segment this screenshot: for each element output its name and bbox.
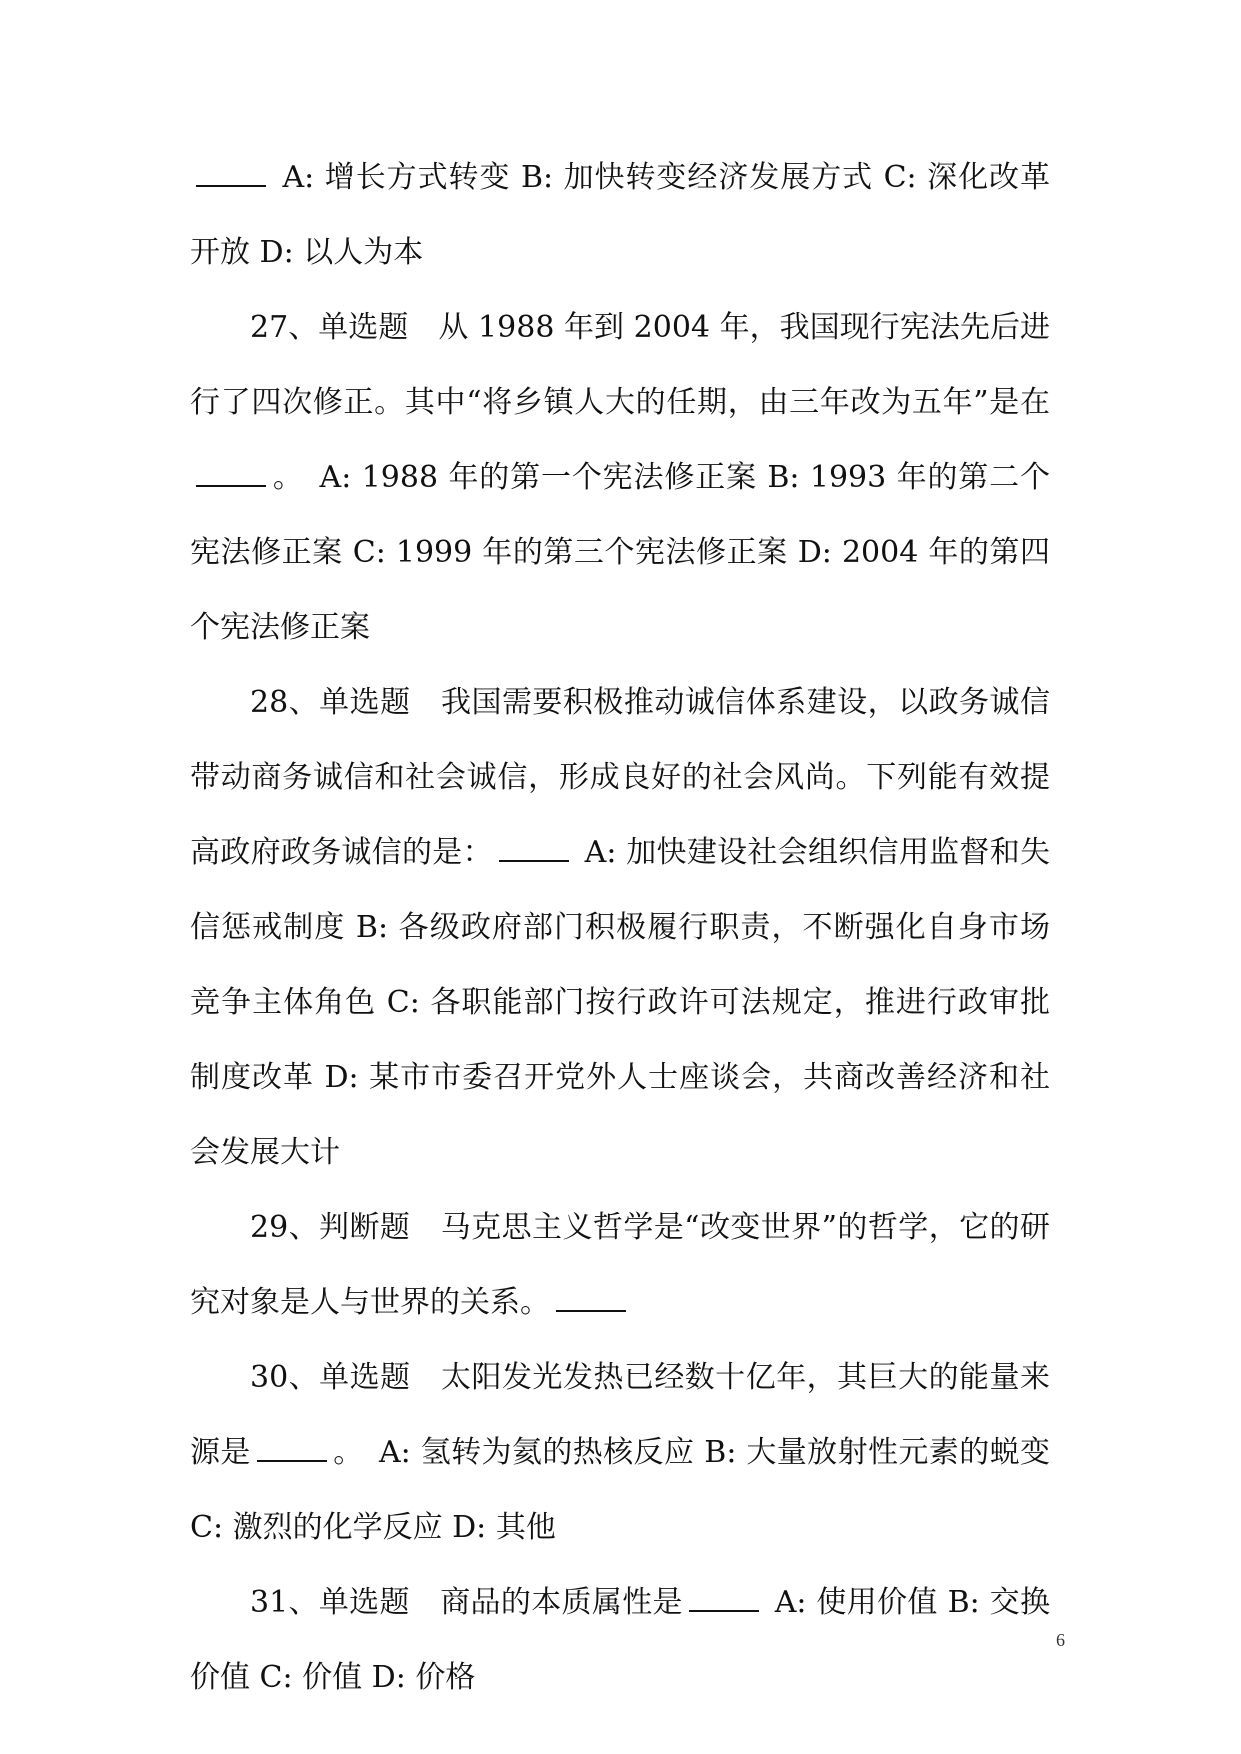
question-27 <box>190 290 1050 665</box>
question-text: 30、单选题 太阳发光发热已经数十亿年，其巨大的能量来源是 <box>190 1360 1050 1470</box>
question-text: 31、单选题 商品的本质属性是 <box>250 1585 683 1620</box>
exam-question-list <box>190 140 1050 1715</box>
question-28 <box>190 665 1050 1190</box>
question-text: A: 加快建设社会组织信用监督和失信惩戒制度 B: 各级政府部门积极履行职责，不断强化自身市场竞争主体角色 C: 各职能部门按行政许可法规定，推进行政审批制度改革 D: 某市市委召开党外人士座谈会，共商改善经济和社会发展大计 <box>190 835 1050 1170</box>
answer-blank <box>556 1290 626 1312</box>
answer-blank <box>499 840 569 862</box>
answer-blank <box>689 1590 759 1612</box>
question-30 <box>190 1340 1050 1565</box>
page-number: 6 <box>1056 1630 1065 1650</box>
answer-blank <box>196 165 266 187</box>
answer-blank <box>196 465 266 487</box>
question-text: A: 增长方式转变 B: 加快转变经济发展方式 C: 深化改革开放 D: 以人为本 <box>190 160 1050 270</box>
answer-blank <box>257 1440 327 1462</box>
question-text: A: 使用价值 B: 交换价值 C: 价值 D: 价格 <box>190 1585 1050 1695</box>
question-text: 。 A: 1988 年的第一个宪法修正案 B: 1993 年的第二个宪法修正案 C: 1999 年的第三个宪法修正案 D: 2004 年的第四个宪法修正案 <box>190 460 1050 645</box>
question-text: 。 A: 氢转为氦的热核反应 B: 大量放射性元素的蜕变 C: 激烈的化学反应 D: 其他 <box>190 1435 1050 1545</box>
question-text: 29、判断题 马克思主义哲学是“改变世界”的哲学，它的研究对象是人与世界的关系。 <box>190 1210 1050 1320</box>
question-26-continuation <box>190 140 1050 290</box>
question-text: 27、单选题 从 1988 年到 2004 年，我国现行宪法先后进行了四次修正。其中“将乡镇人大的任期，由三年改为五年”是在 <box>190 310 1050 420</box>
question-29 <box>190 1190 1050 1340</box>
question-31 <box>190 1565 1050 1715</box>
question-text: 28、单选题 我国需要积极推动诚信体系建设，以政务诚信带动商务诚信和社会诚信，形成良好的社会风尚。下列能有效提高政府政务诚信的是： <box>190 685 1050 870</box>
